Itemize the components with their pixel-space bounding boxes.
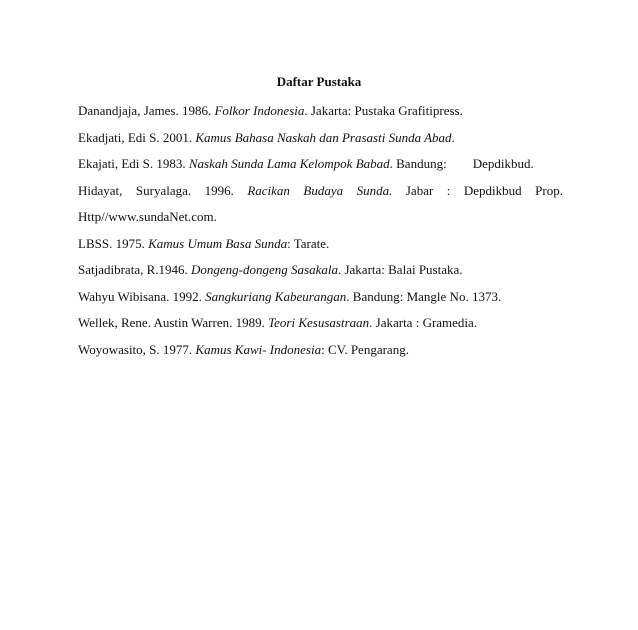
reference-word: Hidayat,: [78, 182, 123, 198]
reference-work-title: Naskah Sunda Lama Kelompok Babad: [188, 156, 390, 171]
reference-entry: [78, 262, 563, 278]
reference-list: [78, 103, 563, 368]
reference-work-title: Folkor Indonesia: [214, 103, 305, 118]
reference-entry: [78, 156, 563, 172]
reference-entry: [78, 209, 563, 225]
reference-publisher: . Bandung: Mangle No. 1373.: [346, 288, 502, 304]
reference-publisher: : CV. Pengarang.: [321, 341, 409, 357]
reference-author: Satjadibrata, R.1946.: [78, 262, 192, 277]
reference-entry: [78, 103, 563, 119]
reference-entry: [78, 130, 563, 146]
reference-publisher: : Tarate.: [287, 235, 330, 251]
reference-word: :: [446, 182, 451, 198]
reference-publisher: . Jakarta: Balai Pustaka.: [337, 262, 463, 277]
reference-author: Wellek, Rene. Austin Warren. 1989.: [78, 315, 269, 330]
reference-publisher: . Bandung: Depdikbud.: [389, 156, 534, 171]
reference-work-title: Kamus Umum Basa Sunda: [148, 235, 288, 251]
reference-work-title: Sangkuriang Kabeurangan: [205, 288, 347, 304]
reference-entry: [78, 236, 563, 252]
reference-word: Suryalaga.: [135, 182, 192, 198]
reference-entry-justified: [78, 183, 563, 199]
reference-work-title: Kamus Kawi- Indonesia: [195, 341, 322, 357]
reference-publisher: . Jakarta : Gramedia.: [369, 315, 478, 330]
reference-work-title: Teori Kesusastraan: [268, 315, 370, 330]
reference-entry: [78, 315, 563, 331]
reference-work-title: Kamus Bahasa Naskah dan Prasasti Sunda Abad: [195, 129, 452, 145]
reference-url: Http//www.sundaNet.com.: [78, 209, 217, 224]
reference-entry: [78, 289, 563, 305]
page-title: Daftar Pustaka: [276, 74, 362, 89]
reference-author: Danandjaja, James. 1986.: [78, 103, 215, 118]
reference-word: Jabar: [405, 182, 434, 198]
reference-author: Ekadjati, Edi S. 2001.: [78, 129, 196, 145]
reference-word: 1996.: [204, 182, 234, 198]
reference-publisher: .: [451, 129, 455, 145]
reference-work-title: Budaya: [303, 182, 344, 198]
reference-word: Prop.: [535, 182, 563, 198]
reference-publisher: . Jakarta: Pustaka Grafitipress.: [304, 103, 463, 118]
reference-work-title: Racikan: [247, 182, 290, 198]
reference-work-title: Dongeng-dongeng Sasakala: [191, 262, 338, 277]
reference-entry: [78, 342, 563, 358]
reference-author: LBSS. 1975.: [78, 235, 149, 251]
reference-author: Ekajati, Edi S. 1983.: [78, 156, 189, 171]
reference-author: Wahyu Wibisana. 1992.: [78, 288, 206, 304]
reference-work-title: Sunda.: [356, 182, 393, 198]
reference-word: Depdikbud: [463, 182, 522, 198]
reference-author: Woyowasito, S. 1977.: [78, 341, 196, 357]
